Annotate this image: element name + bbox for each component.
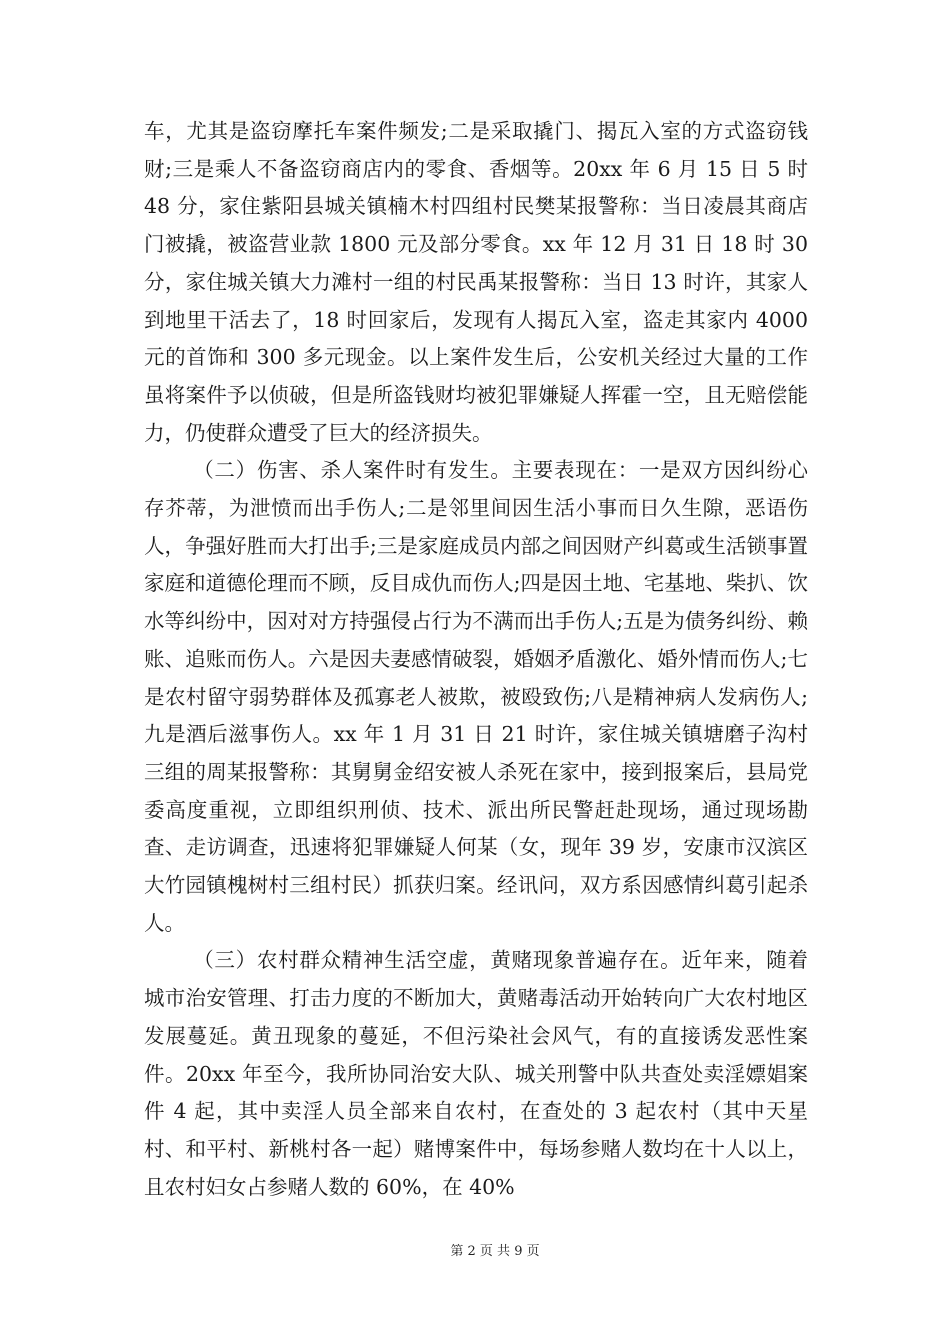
paragraph-injury-homicide-cases: （二）伤害、杀人案件时有发生。主要表现在：一是双方因纠纷心存芥蒂，为泄愤而出手伤人;二是邻里间因生活小事而日久生隙，恶语伤人，争强好胜而大打出手;三是家庭成员内部之间因财产纠葛或生活锁事置家庭和道德伦理而不顾，反目成仇而伤人;四是因土地、宅基地、柴扒、饮水等纠纷中，因对对方持强侵占行为不满而出手伤人;五是为债务纠纷、赖账、追账而伤人。六是因夫妻感情破裂，婚姻矛盾激化、婚外情而伤人;七是农村留守弱势群体及孤寡老人被欺，被殴致伤;八是精神病人发病伤人;九是酒后滋事伤人。xx 年 1 月 31 日 21 时许，家住城关镇塘磨子沟村三组的周某报警称：其舅舅金绍安被人杀死在家中，接到报案后，县局党委高度重视，立即组织刑侦、技术、派出所民警赶赴现场，通过现场勘查、走访调查，迅速将犯罪嫌疑人何某（女，现年 39 岁，安康市汉滨区大竹园镇槐树村三组村民）抓获归案。经讯问，双方系因感情纠葛引起杀人。 xyxy=(144,458,808,935)
paragraph-vice-gambling: （三）农村群众精神生活空虚，黄赌现象普遍存在。近年来，随着城市治安管理、打击力度的不断加大，黄赌毒活动开始转向广大农村地区发展蔓延。黄丑现象的蔓延，不但污染社会风气，有的直接诱发恶性案件。20xx 年至今，我所协同治安大队、城关刑警中队共查处卖淫嫖娼案件 4 起，其中卖淫人员全部来自农村，在查处的 3 起农村（其中天星村、和平村、新桃村各一起）赌博案件中，每场参赌人数均在十人以上，且农村妇女占参赌人数的 60%，在 40% xyxy=(144,948,808,1199)
paragraph-theft-cases: 车，尤其是盗窃摩托车案件频发;二是采取撬门、揭瓦入室的方式盗窃钱财;三是乘人不备盗窃商店内的零食、香烟等。20xx 年 6 月 15 日 5 时 48 分，家住紫阳县城关镇楠木村四组村民樊某报警称：当日凌晨其商店门被撬，被盗营业款 1800 元及部分零食。xx 年 12 月 31 日 18 时 30 分，家住城关镇大力滩村一组的村民禹某报警称：当日 13 时许，其家人到地里干活去了，18 时回家后，发现有人揭瓦入室，盗走其家内 4000 元的首饰和 300 多元现金。以上案件发生后，公安机关经过大量的工作虽将案件予以侦破，但是所盗钱财均被犯罪嫌疑人挥霍一空，且无赔偿能力，仍使群众遭受了巨大的经济损失。 xyxy=(144,119,808,445)
document-body xyxy=(144,113,808,1206)
page-number-footer: 第 2 页 共 9 页 xyxy=(450,1244,540,1259)
